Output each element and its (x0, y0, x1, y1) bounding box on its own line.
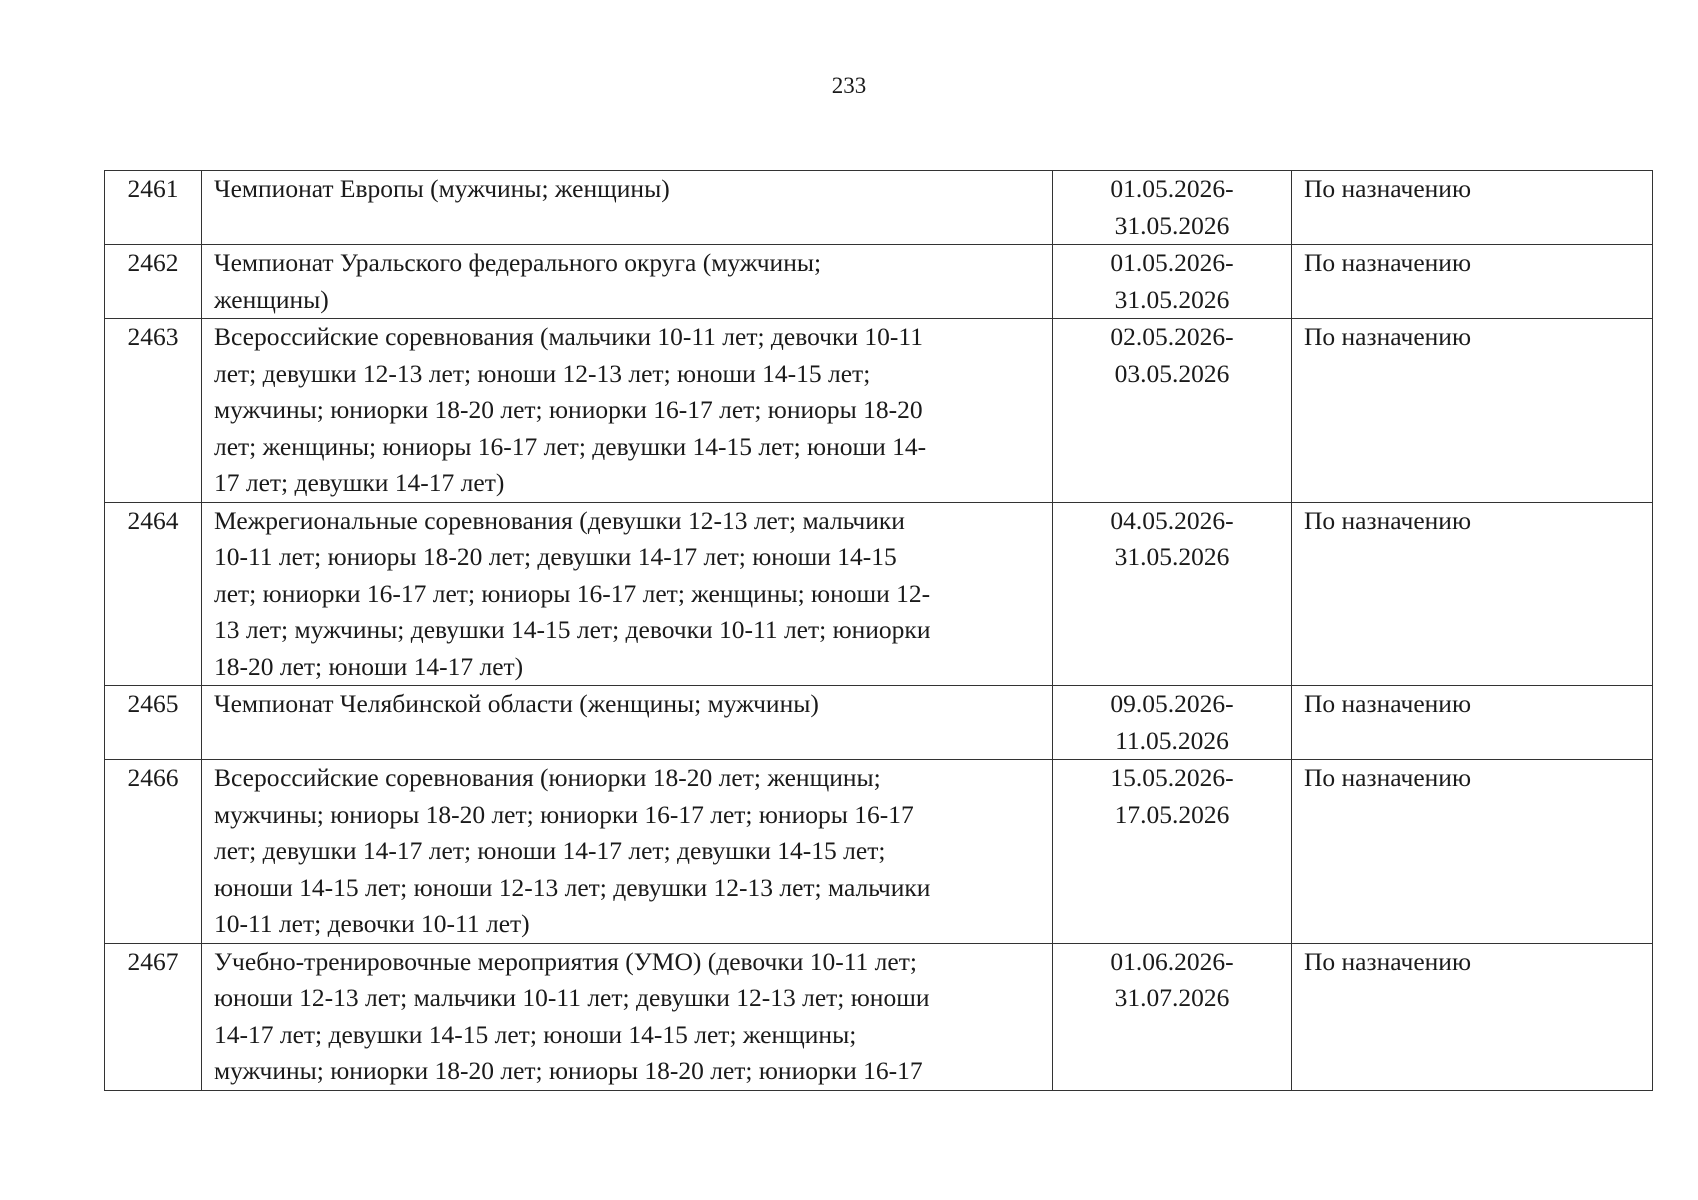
event-place: По назначению (1304, 946, 1472, 976)
event-dates-cell (1053, 502, 1292, 686)
table-row (105, 502, 1653, 686)
event-dates-cell (1053, 245, 1292, 319)
event-dates-cell (1053, 943, 1292, 1090)
event-place: По назначению (1304, 763, 1472, 792)
event-place: По назначению (1304, 322, 1472, 351)
date-end: 11.05.2026 (1115, 725, 1229, 755)
event-place-cell (1292, 502, 1653, 686)
date-end: 31.05.2026 (1114, 542, 1230, 571)
event-name-cell (202, 319, 1053, 503)
event-place: По назначению (1304, 248, 1472, 277)
event-name: Учебно-тренировочные мероприятия (УМО) (девочки 10-11 лет; юноши 12-13 лет; мальчики 10-11 лет; девушки 12-13 лет; юноши 14-17 лет; девушки 14-15 лет; юноши 14-15 лет; женщины; мужчины; юниорки 18-20 лет; юниоры 18-20 лет; юниорки 16-17 (214, 946, 930, 1085)
event-place-cell (1292, 245, 1653, 319)
table-row (105, 760, 1653, 944)
row-number-cell: 2464 (105, 502, 202, 686)
event-name: Всероссийские соревнования (мальчики 10-11 лет; девочки 10-11 лет; девушки 12-13 лет; юноши 12-13 лет; юноши 14-15 лет; мужчины; юниорки 18-20 лет; юниорки 16-17 лет; юниоры 18-20 лет; женщины; юниоры 16-17 лет; девушки 14-15 лет; юноши 14- 17 лет; девушки 14-17 лет) (214, 322, 927, 497)
date-start: 02.05.2026- (1110, 322, 1234, 351)
event-place: По назначению (1304, 505, 1472, 535)
event-dates-cell (1053, 686, 1292, 760)
event-place-cell (1292, 760, 1653, 944)
event-place: По назначению (1304, 689, 1472, 718)
table-row (105, 686, 1653, 760)
event-name-cell (202, 943, 1053, 1090)
event-place-cell (1292, 319, 1653, 503)
event-name: Всероссийские соревнования (юниорки 18-20 лет; женщины; мужчины; юниоры 18-20 лет; юниорки 16-17 лет; юниоры 16-17 лет; девушки 14-17 лет; юноши 14-17 лет; девушки 14-15 лет; юноши 14-15 лет; юноши 12-13 лет; девушки 12-13 лет; мальчики 10-11 лет; девочки 10-11 лет) (214, 763, 931, 938)
event-place-cell (1292, 171, 1653, 245)
row-number-cell: 2465 (105, 686, 202, 760)
event-dates-cell (1053, 760, 1292, 944)
date-end: 31.05.2026 (1114, 210, 1230, 240)
table-row (105, 245, 1653, 319)
event-place: По назначению (1304, 174, 1472, 203)
date-end: 31.07.2026 (1114, 983, 1230, 1012)
row-number-cell: 2463 (105, 319, 202, 503)
date-start: 01.06.2026- (1110, 946, 1234, 976)
event-name-cell (202, 171, 1053, 245)
date-end: 31.05.2026 (1114, 284, 1230, 314)
date-start: 04.05.2026- (1110, 505, 1234, 535)
event-dates-cell (1053, 171, 1292, 245)
row-number-cell: 2466 (105, 760, 202, 944)
date-start: 09.05.2026- (1110, 689, 1234, 718)
date-start: 01.05.2026- (1110, 248, 1234, 277)
event-name-cell (202, 760, 1053, 944)
table-row (105, 319, 1653, 503)
table-row (105, 171, 1653, 245)
event-name-cell (202, 245, 1053, 319)
events-table (104, 170, 1653, 1091)
date-end: 03.05.2026 (1114, 358, 1230, 388)
event-name-cell (202, 686, 1053, 760)
event-name: Межрегиональные соревнования (девушки 12-13 лет; мальчики 10-11 лет; юниоры 18-20 лет; девушки 14-17 лет; юноши 14-15 лет; юниорки 16-17 лет; юниоры 16-17 лет; женщины; юноши 12- 13 лет; мужчины; девушки 14-15 лет; девочки 10-11 лет; юниорки 18-20 лет; юноши 14-17 лет) (214, 505, 931, 681)
event-place-cell (1292, 943, 1653, 1090)
date-start: 15.05.2026- (1110, 763, 1234, 792)
event-name: Чемпионат Челябинской области (женщины; мужчины) (214, 689, 819, 718)
page-number: 233 (831, 73, 867, 98)
event-place-cell (1292, 686, 1653, 760)
event-dates-cell (1053, 319, 1292, 503)
event-name: Чемпионат Европы (мужчины; женщины) (214, 174, 670, 203)
row-number-cell: 2467 (105, 943, 202, 1090)
table-row (105, 943, 1653, 1090)
row-number-cell: 2462 (105, 245, 202, 319)
date-end: 17.05.2026 (1114, 799, 1230, 829)
row-number-cell: 2461 (105, 171, 202, 245)
date-start: 01.05.2026- (1110, 174, 1234, 203)
event-name: Чемпионат Уральского федерального округа (мужчины; женщины) (214, 248, 822, 314)
event-name-cell (202, 502, 1053, 686)
